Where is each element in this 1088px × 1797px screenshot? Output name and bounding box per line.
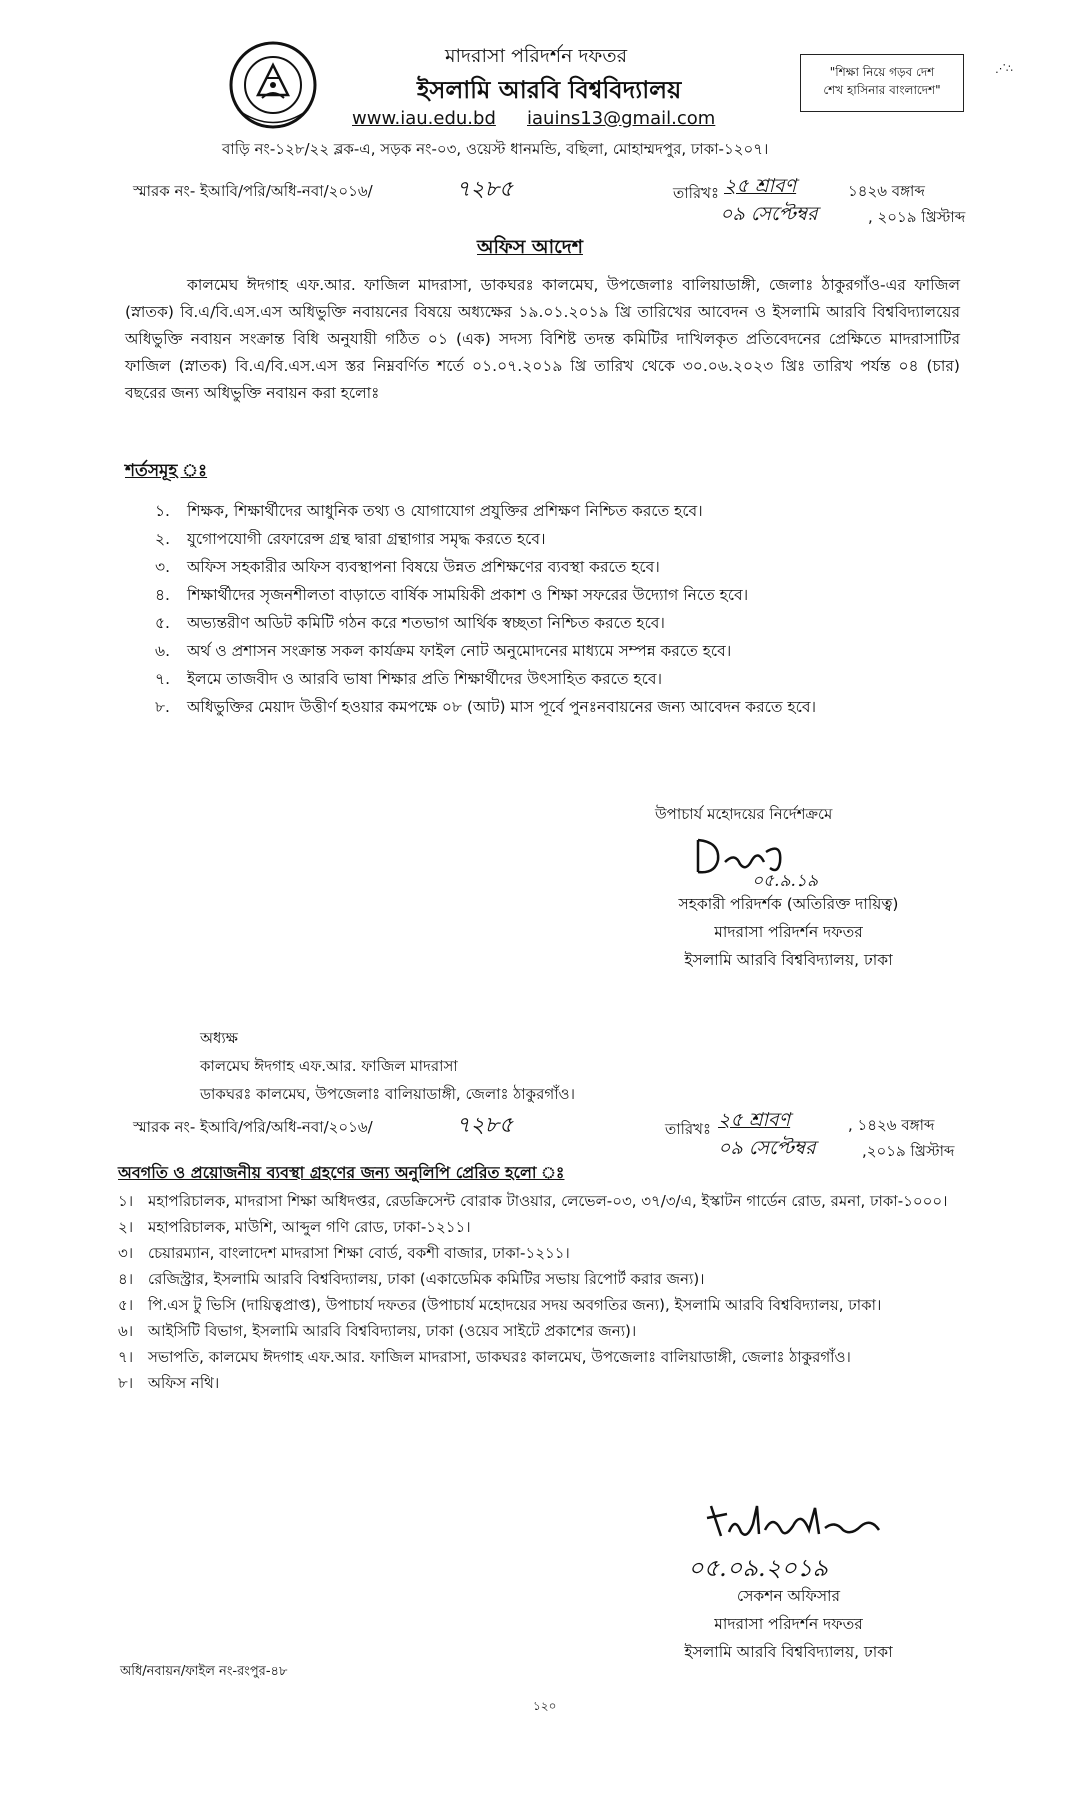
- university-logo: [228, 40, 318, 130]
- order-paragraph: কালমেঘ ঈদগাহ এফ.আর. ফাজিল মাদরাসা, ডাকঘরঃ কালমেঘ, উপজেলাঃ বালিয়াডাঙ্গী, জেলাঃ ঠাকুরগাঁও-এর ফাজিল (স্নাতক) বি.এ/বি.এস.এস অধিভুক্তি নবায়নের বিষয়ে অধ্যক্ষের ১৯.০১.২০১৯ খ্রি তারিখের আবেদন ও ইসলামি আরবি বিশ্ববিদ্যালয়ের অধিভুক্তি নবায়ন সংক্রান্ত বিধি অনুযায়ী গঠিত ০১ (এক) সদস্য বিশিষ্ট তদন্ত কমিটির দাখিলকৃত প্রতিবেদনের প্রেক্ষিতে মাদরাসাটির ফাজিল (স্নাতক) বি.এ/বি.এস.এস স্তর নিম্নবর্ণিত শর্তে ০১.০৭.২০১৯ খ্রি তারিখ থেকে ৩০.০৬.২০২৩ খ্রিঃ তারিখ পর্যন্ত ০৪ (চার) বছরের জন্য অধিভুক্তি নবায়ন করা হলোঃ: [125, 276, 960, 402]
- slogan-line-1: "শিক্ষা নিয়ে গড়ব দেশ: [829, 65, 935, 79]
- list-item: ২. যুগোপযোগী রেফারেন্স গ্রন্থ দ্বারা গ্রন্থাগার সমৃদ্ধ করতে হবে।: [155, 530, 546, 548]
- memo-date-bangla: ১৪২৬ বঙ্গাব্দ: [848, 182, 925, 200]
- handwritten-signature-icon: [705, 1496, 885, 1546]
- list-item: ৫। পি.এস টু ভিসি (দায়িত্বপ্রাপ্ত), উপাচার্য দফতর (উপাচার্য মহোদয়ের সদয় অবগতির জন্য), ইসলামি আরবি বিশ্ববিদ্যালয়, ঢাকা।: [118, 1296, 882, 1314]
- scan-mark: ⋰∴: [995, 62, 1013, 75]
- page-number: ১২০: [533, 1699, 557, 1713]
- memo2-date-eng: ,২০১৯ খ্রিস্টাব্দ: [862, 1142, 955, 1160]
- memo2-date-eng-day: ০৯ সেপ্টেম্বর: [718, 1137, 816, 1159]
- conditions-list: [155, 497, 960, 721]
- copies-heading: অবগতি ও প্রয়োজনীয় ব্যবস্থা গ্রহণের জন্য অনুলিপি প্রেরিত হলো ঃ: [118, 1163, 565, 1182]
- conditions-heading: শর্তসমূহ ঃ: [125, 461, 208, 481]
- recipient-address: ডাকঘরঃ কালমেঘ, উপজেলাঃ বালিয়াডাঙ্গী, জেলাঃ ঠাকুরগাঁও।: [200, 1085, 575, 1103]
- signature-2-date: ০৫.০৯.২০১৯: [688, 1554, 828, 1582]
- list-item: ৬. অর্থ ও প্রশাসন সংক্রান্ত সকল কার্যক্রম ফাইল নোট অনুমোদনের মাধ্যমে সম্পন্ন করতে হবে।: [155, 642, 732, 660]
- copies-list: [118, 1188, 963, 1396]
- list-item: ৩. অফিস সহকারীর অফিস ব্যবস্থাপনা বিষয়ে উন্নত প্রশিক্ষণের ব্যবস্থা করতে হবে।: [155, 558, 660, 576]
- memo-ref-label: স্মারক নং- ইআবি/পরি/অধি-নবা/২০১৬/: [133, 182, 373, 200]
- signature-2-block: [646, 1582, 931, 1666]
- memo-ref-number: ৭২৮৫: [456, 177, 514, 202]
- list-item: ১। মহাপরিচালক, মাদরাসা শিক্ষা অধিদপ্তর, রেডক্রিসেন্ট বোরাক টাওয়ার, লেভেল-০৩, ৩৭/৩/এ, ইস্কাটন গার্ডেন রোড, রমনা, ঢাকা-১০০০।: [118, 1192, 948, 1210]
- file-reference: অধি/নবায়ন/ফাইল নং-রংপুর-৪৮: [120, 1664, 288, 1679]
- list-item: ৬। আইসিটি বিভাগ, ইসলামি আরবি বিশ্ববিদ্যালয়, ঢাকা (ওয়েব সাইটে প্রকাশের জন্য)।: [118, 1322, 637, 1340]
- signature-2-university: ইসলামি আরবি বিশ্ববিদ্যালয়, ঢাকা: [684, 1643, 893, 1661]
- memo2-ref-number: ৭২৮৫: [456, 1113, 514, 1138]
- memo-date-eng: , ২০১৯ খ্রিস্টাব্দ: [868, 208, 966, 226]
- website-link[interactable]: www.iau.edu.bd: [352, 108, 496, 129]
- order-body: [125, 272, 960, 407]
- recipient-name: কালমেঘ ঈদগাহ এফ.আর. ফাজিল মাদরাসা: [200, 1057, 458, 1075]
- office-address: বাড়ি নং-১২৮/২২ ব্লক-এ, সড়ক নং-০৩, ওয়েস্ট ধানমন্ডি, বছিলা, মোহাম্মদপুর, ঢাকা-১২০৭।: [222, 140, 769, 158]
- signature-2: [705, 1496, 885, 1550]
- signature-1-office: মাদরাসা পরিদর্শন দফতর: [714, 923, 863, 941]
- signature-1-university: ইসলামি আরবি বিশ্ববিদ্যালয়, ঢাকা: [684, 951, 893, 969]
- slogan-box: [800, 54, 964, 112]
- list-item: ৮। অফিস নথি।: [118, 1374, 220, 1392]
- recipient-block: [200, 1024, 575, 1108]
- list-item: ২। মহাপরিচালক, মাউশি, আব্দুল গণি রোড, ঢাকা-১২১১।: [118, 1218, 471, 1236]
- list-item: ৪। রেজিস্ট্রার, ইসলামি আরবি বিশ্ববিদ্যালয়, ঢাকা (একাডেমিক কমিটির সভায় রিপোর্ট করার জন্য)।: [118, 1270, 705, 1288]
- email-link[interactable]: iauins13@gmail.com: [527, 108, 716, 129]
- list-item: ৭. ইলমে তাজবীদ ও আরবি ভাষা শিক্ষার প্রতি শিক্ষার্থীদের উৎসাহিত করতে হবে।: [155, 670, 662, 688]
- university-logo-icon: [228, 40, 318, 130]
- memo2-date-label: তারিখঃ: [665, 1120, 711, 1138]
- signature-1-block: [646, 890, 931, 974]
- memo-date-eng-day: ০৯ সেপ্টেম্বর: [720, 203, 818, 225]
- list-item: ১. শিক্ষক, শিক্ষার্থীদের আধুনিক তথ্য ও যোগাযোগ প্রযুক্তির প্রশিক্ষণ নিশ্চিত করতে হবে।: [155, 502, 703, 520]
- list-item: ৫. অভ্যন্তরীণ অডিট কমিটি গঠন করে শতভাগ আর্থিক স্বচ্ছতা নিশ্চিত করতে হবে।: [155, 614, 665, 632]
- signature-2-designation: সেকশন অফিসার: [736, 1587, 841, 1605]
- list-item: ৭। সভাপতি, কালমেঘ ঈদগাহ এফ.আর. ফাজিল মাদরাসা, ডাকঘরঃ কালমেঘ, উপজেলাঃ বালিয়াডাঙ্গী, জেলাঃ ঠাকুরগাঁও।: [118, 1348, 851, 1366]
- list-item: ৮. অধিভুক্তির মেয়াদ উত্তীর্ণ হওয়ার কমপক্ষে ০৮ (আট) মাস পূর্বে পুনঃনবায়নের জন্য আবেদন করতে হবে।: [155, 698, 816, 716]
- signature-1-date: ০৫.৯.১৯: [752, 871, 818, 891]
- memo2-ref-label: স্মারক নং- ইআবি/পরি/অধি-নবা/২০১৬/: [133, 1118, 373, 1136]
- list-item: ৪. শিক্ষার্থীদের সৃজনশীলতা বাড়াতে বার্ষিক সাময়িকী প্রকাশ ও শিক্ষা সফরের উদ্যোগ নিতে হবে।: [155, 586, 749, 604]
- memo-date-label: তারিখঃ: [673, 184, 719, 202]
- list-item: ৩। চেয়ারম্যান, বাংলাদেশ মাদরাসা শিক্ষা বোর্ড, বকশী বাজার, ঢাকা-১২১১।: [118, 1244, 570, 1262]
- signature-1-designation: সহকারী পরিদর্শক (অতিরিক্ত দায়িত্ব): [678, 895, 899, 913]
- university-name: ইসলামি আরবি বিশ্ববিদ্যালয়: [417, 76, 682, 104]
- memo-date-bangla-day: ২৫ শ্রাবণ: [724, 175, 797, 197]
- slogan-line-2: শেখ হাসিনার বাংলাদেশ": [823, 83, 941, 97]
- signature-2-office: মাদরাসা পরিদর্শন দফতর: [714, 1615, 863, 1633]
- office-name: মাদরাসা পরিদর্শন দফতর: [445, 45, 628, 67]
- recipient-title: অধ্যক্ষ: [200, 1029, 238, 1047]
- by-order-of-vc: উপাচার্য মহোদয়ের নির্দেশক্রমে: [655, 805, 833, 823]
- order-title: অফিস আদেশ: [477, 236, 583, 258]
- memo2-date-bangla: , ১৪২৬ বঙ্গাব্দ: [848, 1116, 935, 1134]
- memo2-date-bangla-day: ২৫ শ্রাবণ: [718, 1109, 791, 1131]
